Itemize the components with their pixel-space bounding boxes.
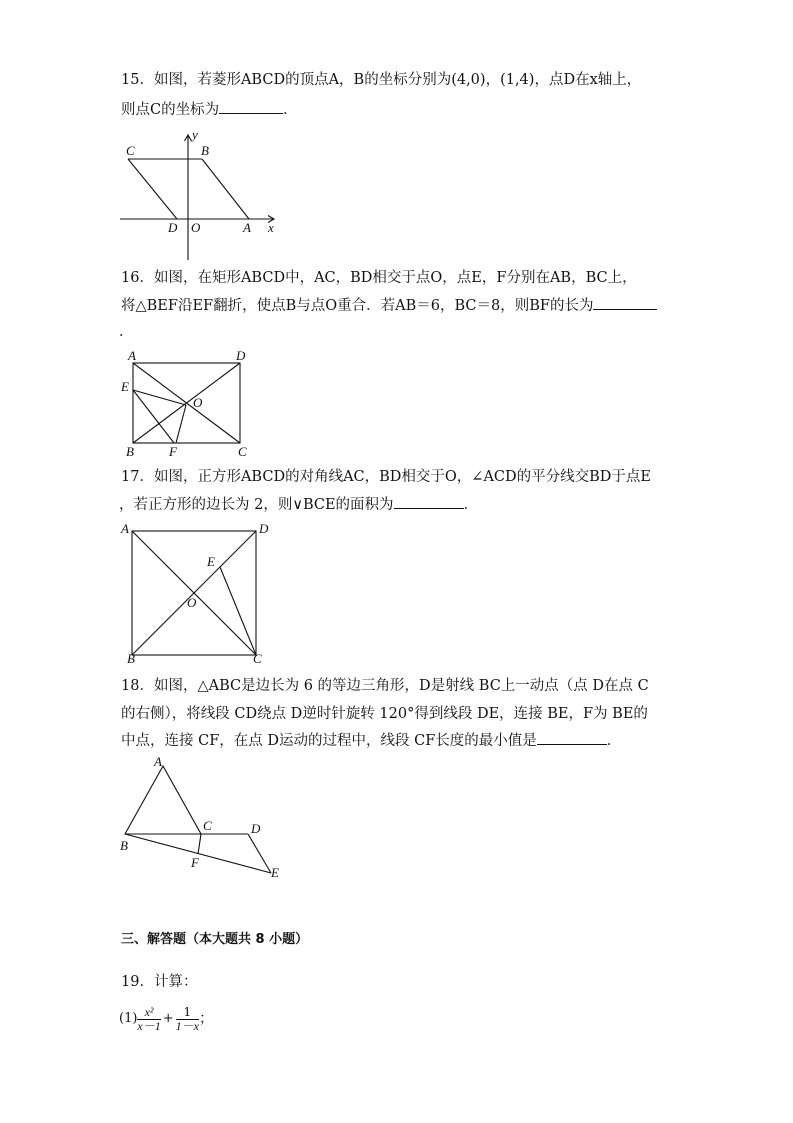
q17-label-A: A [121, 521, 129, 536]
q16-line1: 16．如图，在矩形ABCD中，AC，BD相交于点O，点E，F分别在AB，BC上， [121, 270, 637, 286]
q15-line1: 15．如图，若菱形ABCD的顶点A，B的坐标分别为(4,0)，(1,4)，点D在x轴上， [121, 72, 642, 88]
q15-label-C: C [126, 143, 135, 158]
q16-label-F: F [169, 444, 177, 459]
q15-label-x: x [268, 220, 274, 235]
q15-end: ． [283, 102, 298, 118]
q15-answer-blank [219, 101, 283, 114]
q16-label-D: D [236, 348, 246, 363]
q16-label-B: B [126, 444, 134, 459]
q15-label-B: B [201, 143, 209, 158]
q16-line2 [121, 296, 657, 316]
q17-label-B: B [127, 651, 135, 666]
q19-frac2-denominator: 1－x [175, 1018, 199, 1033]
q15-label-y: y [192, 127, 198, 142]
q16-answer-blank [593, 297, 657, 310]
q16-label-O: O [193, 395, 203, 410]
q18-label-B: B [120, 838, 128, 853]
q19-part1 [119, 1004, 213, 1034]
q19-fraction-2 [176, 1006, 199, 1033]
q18-line3-text: 中点，连接 CF，在点 D运动的过程中，线段 CF长度的最小值是 [121, 733, 537, 749]
q17-label-O: O [187, 595, 197, 610]
q18-line2: 的右侧），将线段 CD绕点 D逆时针旋转 120°得到线段 DE，连接 BE，F为 BE的 [121, 706, 648, 722]
q15-label-O: O [191, 220, 201, 235]
q19-end: ； [198, 1011, 214, 1027]
q19-frac1-denominator: x－1 [137, 1018, 161, 1033]
section-heading: 三、解答题（本大题共 8 小题） [121, 932, 309, 947]
q17-answer-blank [394, 496, 464, 509]
q16-label-C: C [238, 444, 247, 459]
q17-end: ． [463, 497, 479, 513]
q19-frac1-numerator: x² [137, 1006, 160, 1020]
q16-figure [118, 348, 258, 463]
q16-label-E: E [121, 379, 129, 394]
q17-line1: 17．如图，正方形ABCD的对角线AC，BD相交于O，∠ACD的平分线交BD于点E [121, 469, 652, 485]
q18-end: ． [606, 733, 622, 749]
q18-label-E: E [271, 865, 279, 880]
q19-part-label: (1) [119, 1011, 138, 1026]
q18-figure [115, 755, 290, 885]
q19-frac2-numerator: 1 [176, 1006, 199, 1020]
q16-line3: ． [119, 324, 134, 340]
q17-label-E: E [207, 554, 215, 569]
q17-label-C: C [253, 651, 262, 666]
q15-label-D: D [168, 220, 178, 235]
q16-label-A: A [128, 348, 136, 363]
q18-label-A: A [154, 754, 162, 769]
q18-line1: 18．如图，△ABC是边长为 6 的等边三角形，D是射线 BC上一动点（点 D在点 C [121, 678, 649, 694]
q15-label-A: A [243, 220, 251, 235]
q18-line3 [121, 731, 621, 751]
q18-label-C: C [203, 818, 212, 833]
q19-fraction-1 [137, 1006, 160, 1033]
q15-line2 [121, 100, 298, 120]
q18-label-F: F [191, 855, 199, 870]
q16-line2-text: 将△BEF沿EF翻折，使点B与点O重合．若AB＝6，BC＝8，则BF的长为 [121, 298, 594, 314]
q18-answer-blank [537, 732, 607, 745]
q17-line2 [119, 495, 478, 515]
q18-label-D: D [251, 821, 261, 836]
q17-figure [117, 520, 277, 668]
q17-label-D: D [259, 521, 269, 536]
q15-figure [115, 125, 285, 265]
q19-title: 19．计算： [121, 974, 198, 990]
q15-line2-text: 则点C的坐标为 [121, 102, 220, 118]
q19-plus: + [162, 1011, 174, 1026]
q17-line2-text: ，若正方形的边长为 2，则∨BCE的面积为 [119, 497, 394, 513]
